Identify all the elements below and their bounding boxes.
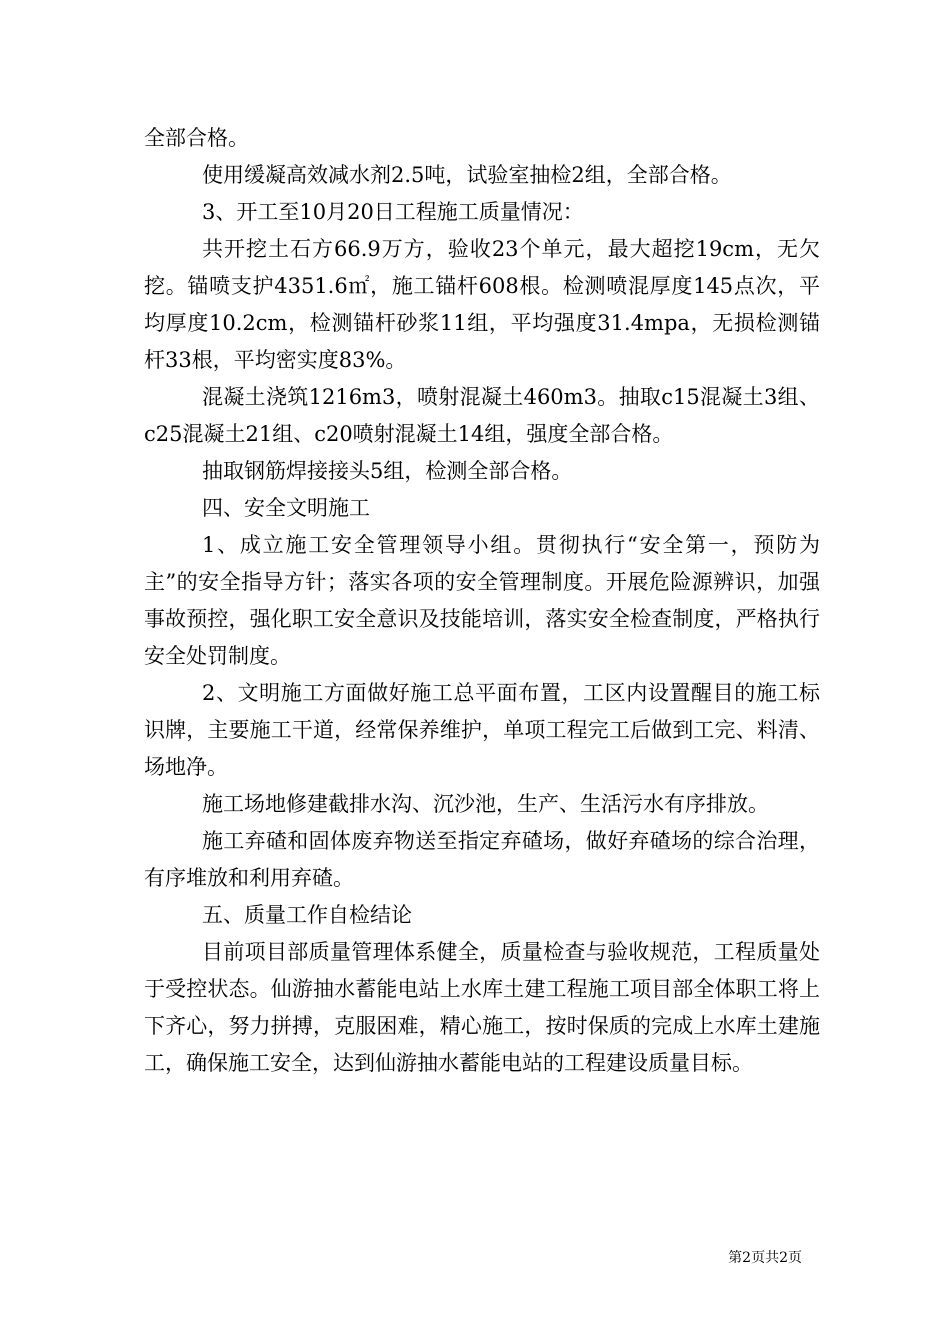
paragraph-9: 2、文明施工方面做好施工总平面布置，工区内设置醒目的施工标识牌，主要施工干道，经常保养维护，单项工程完工后做到工完、料清、场地净。: [144, 681, 820, 779]
paragraph-3: 3、开工至10月20日工程施工质量情况：: [202, 200, 584, 224]
paragraph-8: 1、成立施工安全管理领导小组。贯彻执行“安全第一，预防为主”的安全指导方针；落实各项的安全管理制度。开展危险源辨识，加强事故预控，强化职工安全意识及技能培训，落实安全检查制度，严格执行安全处罚制度。: [144, 533, 820, 668]
paragraph-11: 施工弃碴和固体废弃物送至指定弃碴场，做好弃碴场的综合治理，有序堆放和利用弃碴。: [144, 829, 820, 890]
paragraph-4: 共开挖土石方66.9万方，验收23个单元，最大超挖19cm，无欠挖。锚喷支护4351.6㎡，施工锚杆608根。检测喷混厚度145点次，平均厚度10.2cm，检测锚杆砂浆11组，平均强度31.4mpa，无损检测锚杆33根，平均密实度83%。: [144, 237, 820, 372]
paragraph-6: 抽取钢筋焊接接头5组，检测全部合格。: [202, 459, 573, 483]
paragraph-2: 使用缓凝高效减水剂2.5吨，试验室抽检2组，全部合格。: [202, 163, 732, 187]
paragraph-13: 目前项目部质量管理体系健全，质量检查与验收规范，工程质量处于受控状态。仙游抽水蓄能电站上水库土建工程施工项目部全体职工将上下齐心，努力拼搏，克服困难，精心施工，按时保质的完成上水库土建施工，确保施工安全，达到仙游抽水蓄能电站的工程建设质量目标。: [144, 940, 820, 1075]
paragraph-1: 全部合格。: [144, 126, 249, 150]
paragraph-10: 施工场地修建截排水沟、沉沙池，生产、生活污水有序排放。: [202, 792, 769, 816]
section-heading-4: 四、安全文明施工: [202, 496, 370, 520]
section-heading-5: 五、质量工作自检结论: [202, 903, 412, 927]
page-number-footer: 第2页共2页: [728, 1250, 802, 1266]
document-body: [144, 120, 820, 1082]
paragraph-5: 混凝土浇筑1216m3，喷射混凝土460m3。抽取c15混凝土3组、c25混凝土21组、c20喷射混凝土14组，强度全部合格。: [144, 385, 820, 446]
